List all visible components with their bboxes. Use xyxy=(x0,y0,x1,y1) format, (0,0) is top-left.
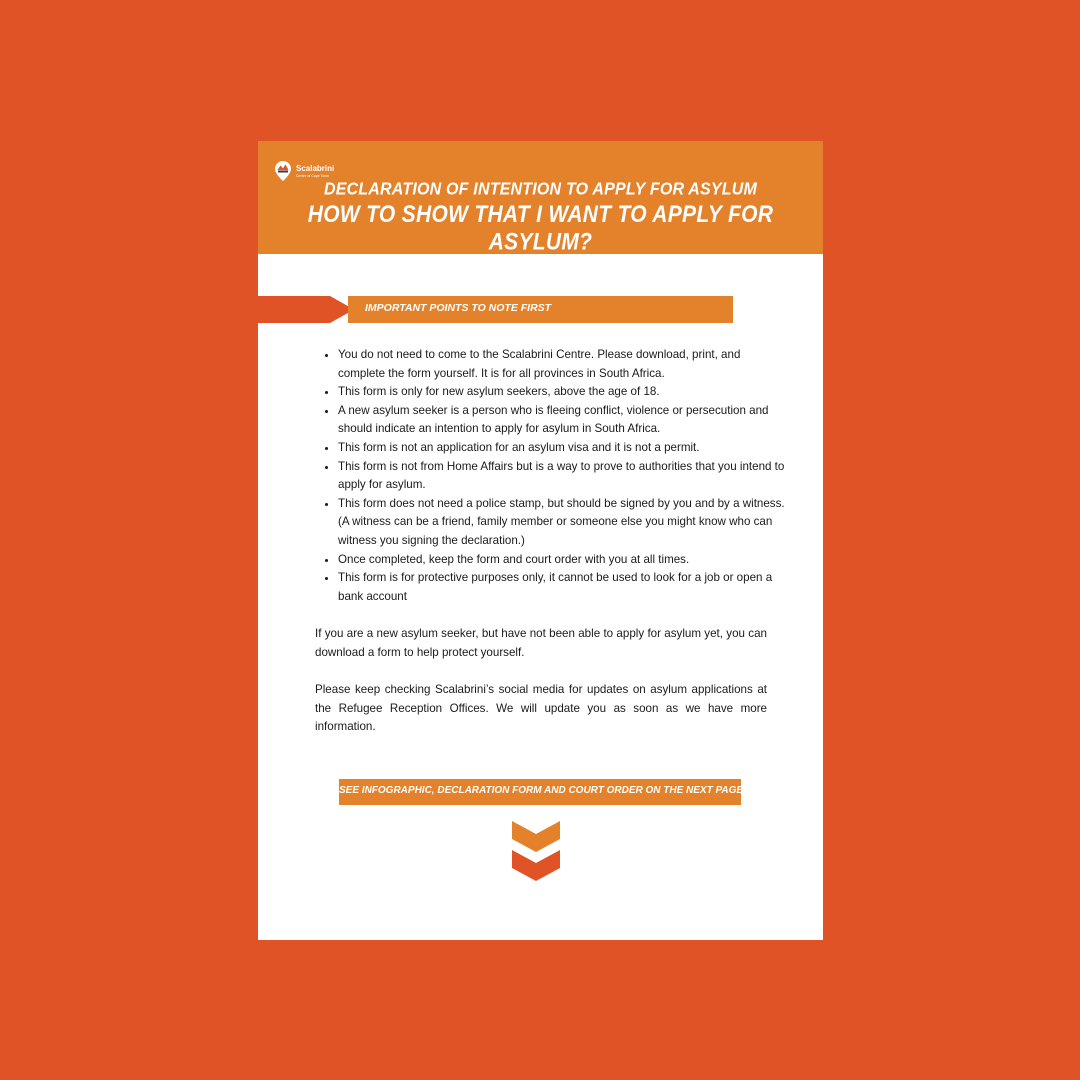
paragraph-social-media: Please keep checking Scalabrini’s social media for updates on asylum applications at the Refugee Reception Offices. We will update you as soon as we have more information. xyxy=(315,683,767,734)
header-subtitle: DECLARATION OF INTENTION TO APPLY FOR ASYLUM xyxy=(323,179,758,199)
list-item: • Once completed, keep the form and court order with you at all times. xyxy=(338,551,790,570)
double-chevron-down-icon xyxy=(512,821,560,885)
important-points-list xyxy=(316,346,790,606)
list-item: • You do not need to come to the Scalabrini Centre. Please download, print, and complete the form yourself. It is for all provinces in South Africa. xyxy=(338,346,790,383)
next-pages-label: SEE INFOGRAPHIC, DECLARATION FORM AND COURT ORDER ON THE NEXT PAGES xyxy=(339,785,750,796)
document-page xyxy=(258,141,823,940)
list-item: • This form is only for new asylum seekers, above the age of 18. xyxy=(338,383,790,402)
logo-name: Scalabrini xyxy=(296,164,335,173)
list-item: • This form is not an application for an asylum visa and it is not a permit. xyxy=(338,439,790,458)
list-item: • A new asylum seeker is a person who is fleeing conflict, violence or persecution and should indicate an intention to apply for asylum in South Africa. xyxy=(338,402,790,439)
list-item: • This form does not need a police stamp, but should be signed by you and by a witness. (A witness can be a friend, family member or someone else you might know who can witness you signing the declaration.) xyxy=(338,495,790,551)
header-band xyxy=(258,141,823,254)
list-item: • This form is for protective purposes only, it cannot be used to look for a job or open a bank account xyxy=(338,569,790,606)
paragraph-new-asylum-seeker: If you are a new asylum seeker, but have not been able to apply for asylum yet, you can download a form to help protect yourself. xyxy=(315,627,767,659)
page-title: HOW TO SHOW THAT I WANT TO APPLY FOR ASYLUM? xyxy=(307,201,774,256)
logo-subtitle: Centre of Cape Town xyxy=(296,174,329,178)
arrow-right-icon xyxy=(258,296,354,323)
scalabrini-logo-icon xyxy=(275,161,291,181)
list-item: • This form is not from Home Affairs but is a way to prove to authorities that you intend to apply for asylum. xyxy=(338,458,790,495)
next-pages-banner xyxy=(339,779,750,805)
section-banner-label: IMPORTANT POINTS TO NOTE FIRST xyxy=(365,302,552,314)
